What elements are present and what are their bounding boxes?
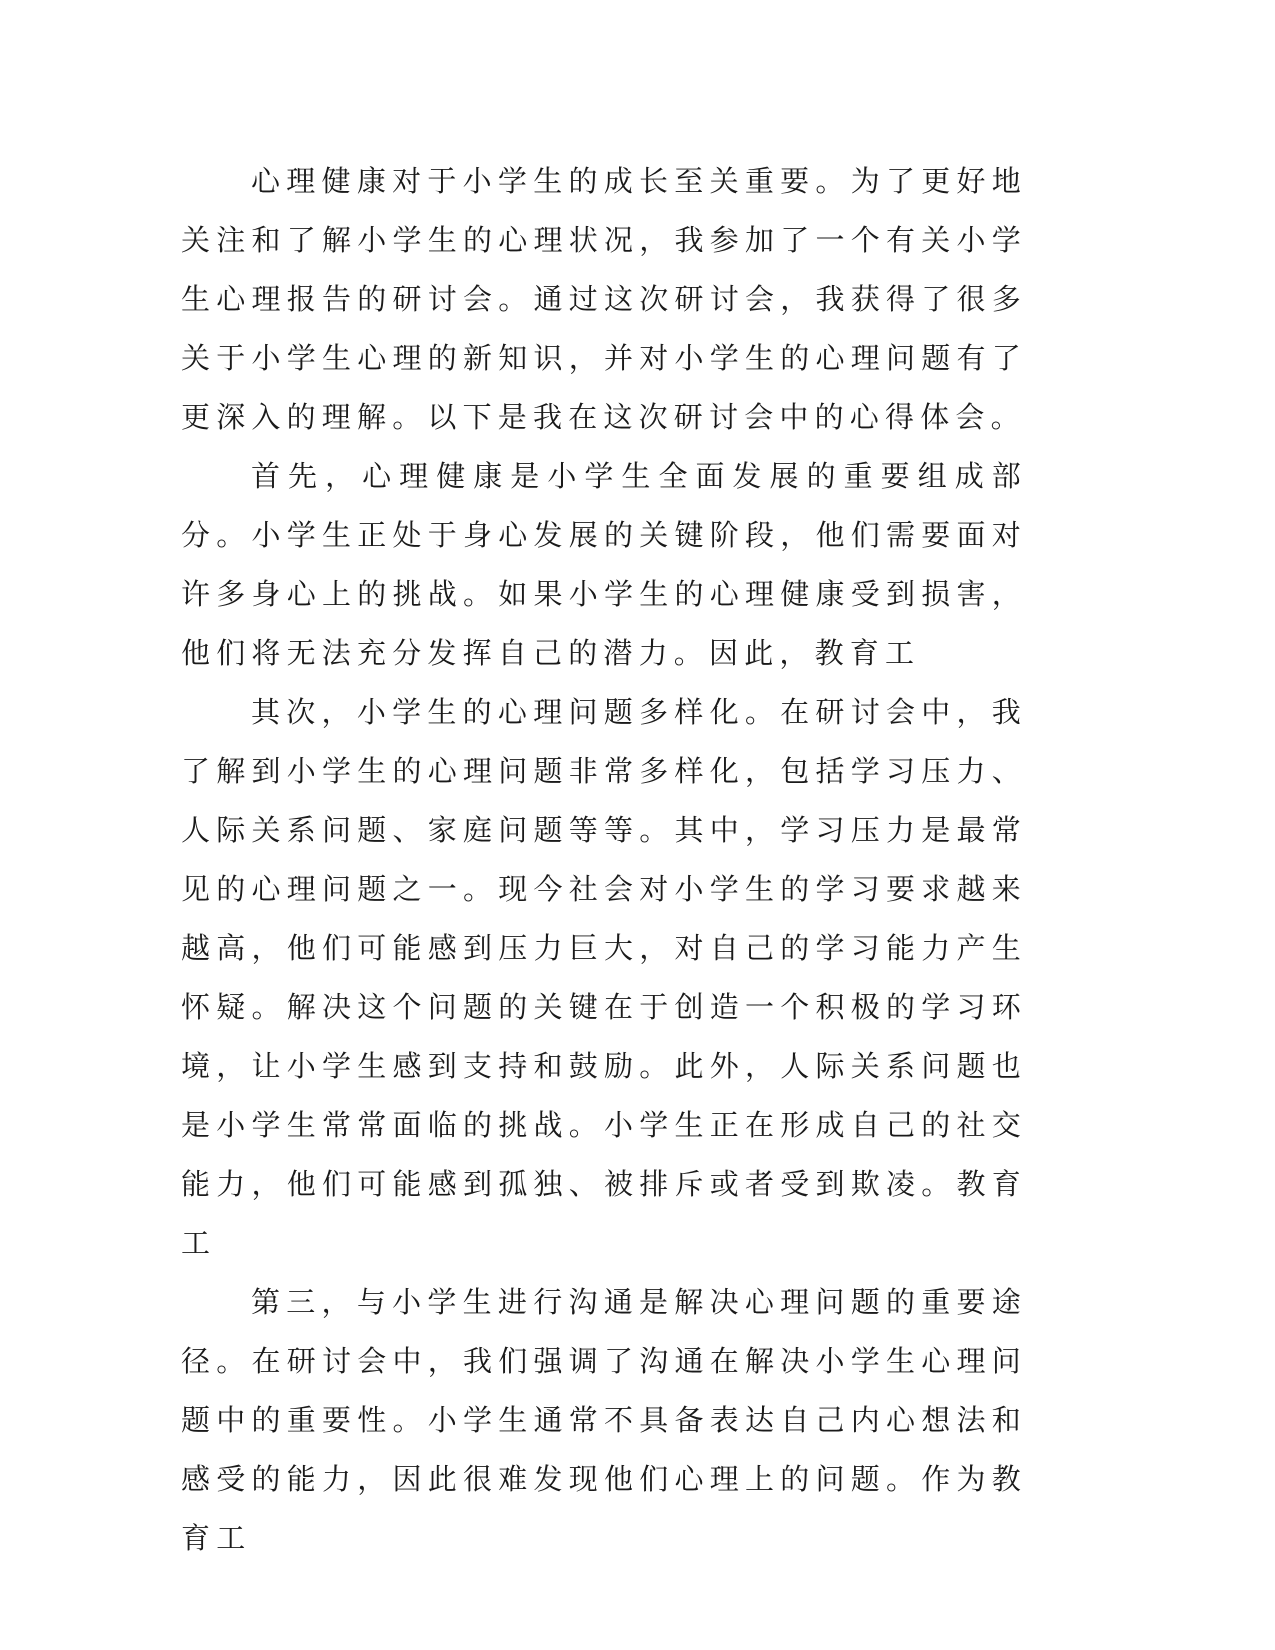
paragraph-intro: 心理健康对于小学生的成长至关重要。为了更好地关注和了解小学生的心理状况，我参加了一个有关小学生心理报告的研讨会。通过这次研讨会，我获得了很多关于小学生心理的新知识，并对小学生的心理问题有了更深入的理解。以下是我在这次研讨会中的心得体会。 [181,164,1027,434]
paragraph-second: 其次，小学生的心理问题多样化。在研讨会中，我了解到小学生的心理问题非常多样化，包括学习压力、人际关系问题、家庭问题等等。其中，学习压力是最常见的心理问题之一。现今社会对小学生的学习要求越来越高，他们可能感到压力巨大，对自己的学习能力产生怀疑。解决这个问题的关键在于创造一个积极的学习环境，让小学生感到支持和鼓励。此外，人际关系问题也是小学生常常面临的挑战。小学生正在形成自己的社交能力，他们可能感到孤独、被排斥或者受到欺凌。教育工 [181,695,1027,1260]
paragraph-first: 首先，心理健康是小学生全面发展的重要组成部分。小学生正处于身心发展的关键阶段，他们需要面对许多身心上的挑战。如果小学生的心理健康受到损害，他们将无法充分发挥自己的潜力。因此，教育工 [181,459,1027,670]
paragraph-third: 第三，与小学生进行沟通是解决心理问题的重要途径。在研讨会中，我们强调了沟通在解决小学生心理问题中的重要性。小学生通常不具备表达自己内心想法和感受的能力，因此很难发现他们心理上的问题。作为教育工 [181,1285,1027,1555]
document-body [181,152,1027,1568]
